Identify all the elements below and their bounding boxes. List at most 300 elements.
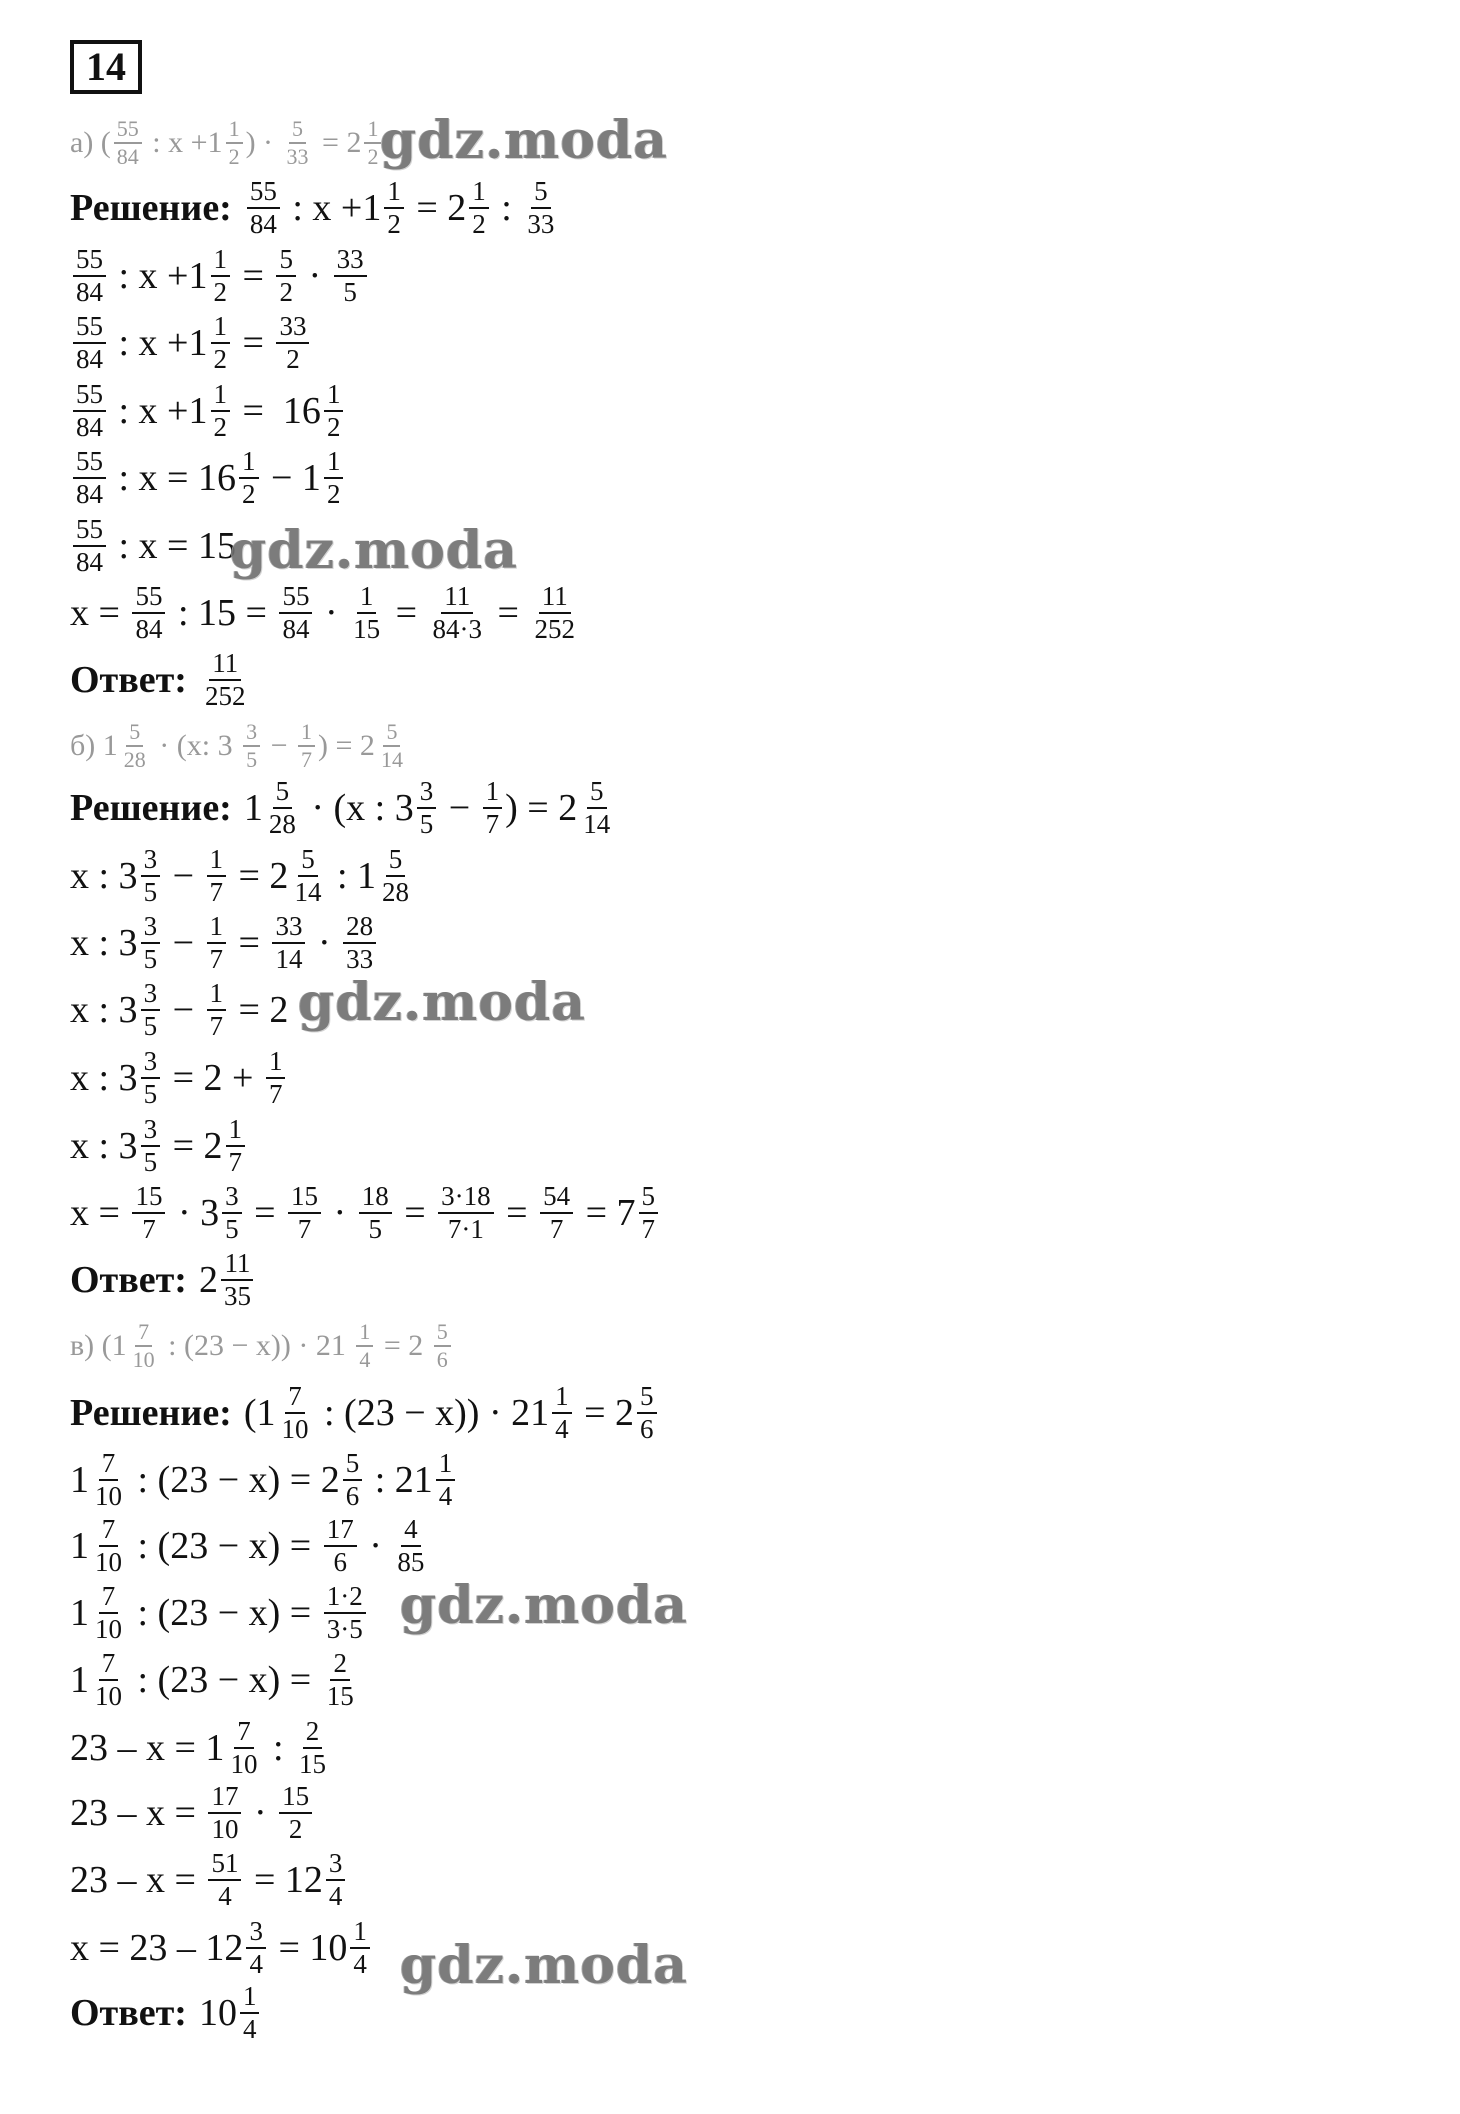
math-text: ) = 2	[505, 787, 578, 829]
fraction	[296, 1718, 329, 1778]
numerator: 5	[531, 178, 551, 209]
math-text: : (23 − x) = 2	[128, 1459, 340, 1501]
watermark: gdz.moda	[380, 110, 669, 171]
denominator: 4	[249, 1949, 263, 1979]
solution-line	[70, 911, 379, 974]
label: Ответ:	[70, 1259, 187, 1301]
fraction	[240, 1983, 260, 2043]
numerator: 3	[141, 1048, 161, 1079]
solution-line	[70, 379, 346, 442]
math-text: : x +1	[109, 390, 208, 432]
solution-line	[70, 1448, 458, 1511]
denominator: 6	[345, 1481, 360, 1511]
task-statement	[70, 115, 384, 171]
math-text: 1	[243, 787, 263, 829]
fraction	[483, 778, 503, 838]
denominator: 2	[326, 412, 341, 442]
denominator: 5	[225, 1214, 239, 1244]
label: Ответ:	[70, 659, 187, 701]
numerator: 1	[364, 118, 381, 144]
math-text: : x +1	[109, 255, 208, 297]
denominator: 14	[583, 809, 611, 839]
numerator: 5	[126, 721, 143, 747]
denominator: 15	[299, 1749, 326, 1779]
numerator: 3	[141, 980, 161, 1011]
fraction	[284, 118, 312, 168]
denominator: 5	[143, 1011, 158, 1041]
numerator: 5	[289, 118, 306, 144]
math-text: ) ·	[245, 126, 281, 159]
fraction	[207, 846, 227, 906]
denominator: 252	[534, 614, 575, 644]
math-text: = 16	[233, 390, 321, 432]
numerator: 7	[285, 1383, 305, 1414]
denominator: 7	[142, 1214, 156, 1244]
numerator: 11	[441, 583, 473, 614]
math-text: = 2	[229, 989, 289, 1031]
math-text: x : 3	[70, 1057, 138, 1099]
watermark: gdz.moda	[400, 1575, 689, 1636]
math-text: : (23 − x)) · 21	[160, 1329, 354, 1362]
denominator: 14	[294, 877, 322, 907]
denominator: 4	[242, 2014, 257, 2044]
denominator: 14	[380, 747, 403, 772]
denominator: 33	[286, 144, 309, 169]
label: Ответ:	[70, 1992, 187, 2034]
numerator: 4	[401, 1516, 421, 1547]
label: Решение:	[70, 787, 232, 829]
denominator: 6	[436, 1347, 448, 1372]
numerator: 1	[483, 778, 503, 809]
math-text: = 2	[406, 187, 467, 229]
math-text: = 2	[574, 1392, 635, 1434]
fraction	[276, 313, 309, 373]
fraction	[436, 1450, 456, 1510]
math-text: : x = 16	[109, 457, 236, 499]
denominator: 84·3	[432, 614, 483, 644]
fraction	[580, 778, 613, 838]
numerator: 1	[469, 178, 489, 209]
numerator: 1	[357, 583, 377, 614]
fraction	[132, 583, 165, 643]
math-text: x =	[70, 1192, 130, 1234]
math-text: 1	[70, 1525, 89, 1567]
fraction	[207, 913, 227, 973]
math-text: 1	[70, 1659, 89, 1701]
denominator: 10	[95, 1547, 122, 1577]
denominator: 15	[326, 1681, 354, 1711]
numerator: 5	[276, 246, 296, 277]
numerator: 7	[99, 1650, 119, 1681]
fraction	[334, 246, 367, 306]
math-text: ·	[324, 1192, 356, 1234]
denominator: 33	[527, 209, 555, 239]
fraction	[326, 1850, 346, 1910]
numerator: 17	[208, 1783, 241, 1814]
numerator: 7	[99, 1450, 119, 1481]
denominator: 84	[76, 277, 103, 307]
math-text: = 12	[244, 1859, 323, 1901]
fraction	[434, 1321, 451, 1371]
math-text: ) = 2	[318, 729, 375, 762]
solution-line	[70, 1648, 360, 1711]
math-text: = 10	[268, 1927, 348, 1969]
math-text: =	[233, 255, 274, 297]
math-text: : 21	[365, 1459, 433, 1501]
numerator: 33	[272, 913, 305, 944]
denominator: 5	[368, 1214, 382, 1244]
math-text: −	[163, 922, 204, 964]
denominator: 4	[438, 1481, 453, 1511]
solution-line	[70, 1181, 661, 1244]
fraction	[324, 448, 344, 508]
numerator: 15	[279, 1783, 312, 1814]
denominator: 84	[282, 614, 310, 644]
fraction	[350, 1918, 370, 1978]
numerator: 55	[73, 246, 106, 277]
math-text: = 2	[376, 1329, 431, 1362]
fraction	[141, 980, 161, 1040]
fraction	[379, 846, 412, 906]
math-text: (1	[243, 1392, 276, 1434]
numerator: 7	[99, 1516, 119, 1547]
denominator: 10	[132, 1347, 155, 1372]
numerator: 1	[356, 1321, 373, 1347]
math-text: −	[263, 729, 296, 762]
numerator: 5	[639, 1183, 659, 1214]
numerator: 18	[359, 1183, 392, 1214]
denominator: 7	[549, 1214, 564, 1244]
fraction	[141, 1048, 161, 1108]
fraction	[637, 1383, 657, 1443]
math-text: x : 3	[70, 1125, 138, 1167]
numerator: 11	[539, 583, 571, 614]
math-text: −	[163, 989, 204, 1031]
fraction	[202, 650, 249, 710]
math-text: =	[229, 922, 270, 964]
fraction	[243, 721, 260, 771]
solution-line	[70, 311, 312, 374]
fraction	[208, 1850, 241, 1910]
numerator: 5	[587, 778, 607, 809]
solution-line	[70, 1716, 332, 1779]
fraction	[211, 381, 231, 441]
denominator: 5	[246, 747, 258, 772]
fraction	[92, 1450, 125, 1510]
numerator: 15	[132, 1183, 165, 1214]
math-text: 1	[70, 1459, 89, 1501]
denominator: 2	[367, 144, 379, 169]
denominator: 85	[397, 1547, 425, 1577]
fraction	[211, 246, 231, 306]
math-text: : x +1	[282, 187, 382, 229]
fraction	[438, 1183, 494, 1243]
fraction	[343, 1450, 363, 1510]
fraction	[417, 778, 437, 838]
denominator: 28	[268, 809, 296, 839]
solution-line	[70, 1514, 430, 1577]
math-text: x : 3	[70, 855, 138, 897]
math-text: =	[386, 592, 427, 634]
numerator: 1	[211, 381, 231, 412]
numerator: 1	[226, 118, 243, 144]
denominator: 2	[228, 144, 240, 169]
denominator: 84	[76, 479, 103, 509]
numerator: 5	[637, 1383, 657, 1414]
fraction	[141, 1116, 161, 1176]
solution-line	[70, 176, 560, 239]
fraction	[279, 583, 312, 643]
solution-line	[70, 1114, 248, 1177]
denominator: 10	[230, 1749, 258, 1779]
numerator: 51	[208, 1850, 241, 1881]
math-text: ·	[244, 1792, 277, 1834]
watermark: gdz.moda	[400, 1935, 689, 1996]
fraction	[73, 516, 106, 576]
denominator: 5	[343, 277, 357, 307]
fraction	[266, 778, 299, 838]
fraction	[221, 1250, 254, 1310]
math-text: : (23 − x) =	[128, 1592, 321, 1634]
solution-line	[70, 1848, 348, 1911]
math-text: :	[491, 187, 522, 229]
numerator: 3	[246, 1918, 266, 1949]
denominator: 5	[143, 877, 158, 907]
fraction	[469, 178, 489, 238]
fraction	[141, 913, 161, 973]
denominator: 2	[213, 277, 227, 307]
denominator: 5	[143, 944, 158, 974]
denominator: 35	[223, 1281, 251, 1311]
math-text: =	[244, 1192, 286, 1234]
numerator: 55	[279, 583, 312, 614]
numerator: 1	[240, 1983, 260, 2014]
numerator: 1	[384, 178, 404, 209]
numerator: 17	[324, 1516, 357, 1547]
fraction	[132, 1183, 165, 1243]
numerator: 28	[343, 913, 376, 944]
math-text: :	[263, 1727, 293, 1769]
numerator: 2	[330, 1650, 350, 1681]
denominator: 84	[76, 412, 103, 442]
math-text: : 15 =	[168, 592, 277, 634]
denominator: 6	[640, 1414, 654, 1444]
numerator: 3	[141, 1116, 161, 1147]
fraction	[359, 1183, 392, 1243]
numerator: 1	[298, 721, 315, 747]
math-text: =	[496, 1192, 538, 1234]
math-text: : (23 − x) =	[128, 1659, 321, 1701]
numerator: 1	[350, 1918, 370, 1949]
denominator: 84	[76, 344, 103, 374]
math-text: =	[233, 322, 274, 364]
fraction	[291, 846, 324, 906]
fraction	[324, 1583, 366, 1643]
numerator: 1	[324, 381, 344, 412]
numerator: 5	[343, 1450, 363, 1481]
denominator: 28	[382, 877, 409, 907]
denominator: 7	[268, 1079, 283, 1109]
numerator: 55	[73, 516, 106, 547]
denominator: 2	[326, 479, 341, 509]
watermark: gdz.moda	[230, 520, 519, 581]
fraction	[276, 246, 296, 306]
fraction	[350, 583, 383, 643]
numerator: 11	[221, 1250, 253, 1281]
fraction	[247, 178, 280, 238]
fraction	[356, 1321, 373, 1371]
math-text: : x = 15	[109, 525, 236, 567]
denominator: 10	[211, 1814, 239, 1844]
numerator: 1	[226, 1116, 246, 1147]
math-text: ·	[298, 255, 331, 297]
denominator: 2	[213, 344, 227, 374]
math-text: − 1	[261, 457, 321, 499]
fraction	[114, 118, 142, 168]
fraction	[639, 1183, 659, 1243]
numerator: 5	[386, 846, 406, 877]
math-text: =	[488, 592, 529, 634]
numerator: 5	[383, 721, 400, 747]
numerator: 55	[132, 583, 165, 614]
denominator: 28	[123, 747, 146, 772]
denominator: 2	[286, 344, 300, 374]
math-text: · 3	[168, 1192, 220, 1234]
numerator: 1	[211, 313, 231, 344]
numerator: 1	[552, 1383, 572, 1414]
numerator: 55	[247, 178, 280, 209]
fraction	[324, 1516, 357, 1576]
math-text: : (23 − x)) · 21	[314, 1392, 550, 1434]
fraction	[239, 448, 259, 508]
math-text: : 1	[327, 855, 376, 897]
numerator: 1	[324, 448, 344, 479]
fraction	[298, 721, 315, 771]
denominator: 7	[209, 1011, 223, 1041]
fraction	[92, 1516, 125, 1576]
denominator: 2	[242, 479, 256, 509]
math-text: x : 3	[70, 922, 138, 964]
numerator: 7	[234, 1718, 254, 1749]
fraction	[73, 246, 106, 306]
math-text: 23 – x =	[70, 1792, 206, 1834]
fraction	[141, 846, 161, 906]
denominator: 84	[116, 144, 139, 169]
solution-line	[70, 514, 236, 577]
math-text: в) (1	[70, 1329, 127, 1362]
fraction	[552, 1383, 572, 1443]
numerator: 7	[99, 1583, 119, 1614]
fraction	[227, 1718, 260, 1778]
denominator: 3·5	[326, 1614, 363, 1644]
numerator: 55	[73, 381, 106, 412]
denominator: 7	[485, 809, 500, 839]
denominator: 4	[328, 1881, 343, 1911]
numerator: 7	[135, 1321, 152, 1347]
fraction	[211, 313, 231, 373]
numerator: 55	[114, 118, 142, 144]
denominator: 7	[209, 944, 223, 974]
watermark: gdz.moda	[298, 972, 587, 1033]
fraction	[121, 721, 149, 771]
denominator: 2	[472, 209, 486, 239]
denominator: 10	[281, 1414, 309, 1444]
numerator: 3·18	[438, 1183, 494, 1214]
numerator: 3	[141, 913, 161, 944]
fraction	[246, 1918, 266, 1978]
fraction	[430, 583, 486, 643]
numerator: 1	[207, 846, 227, 877]
denominator: 7	[228, 1147, 242, 1177]
solution-line	[70, 446, 346, 509]
denominator: 2	[279, 277, 293, 307]
denominator: 7·1	[447, 1214, 484, 1244]
denominator: 7	[209, 877, 223, 907]
fraction	[531, 583, 578, 643]
math-text: : x +1	[144, 126, 223, 159]
solution-line	[70, 1046, 288, 1109]
math-text: x = 23 – 12	[70, 1927, 244, 1969]
numerator: 33	[276, 313, 309, 344]
math-text: · (x : 3	[301, 787, 414, 829]
math-text: · (x: 3	[151, 729, 241, 762]
fraction	[343, 913, 376, 973]
math-text: 1	[70, 1592, 89, 1634]
math-text: ·	[308, 922, 341, 964]
denominator: 4	[359, 1347, 371, 1372]
math-text: x : 3	[70, 989, 138, 1031]
math-text: 23 – x =	[70, 1859, 206, 1901]
solution-line	[70, 1248, 257, 1311]
numerator: 3	[326, 1850, 346, 1881]
numerator: 1	[239, 448, 259, 479]
numerator: 5	[298, 846, 318, 877]
math-text: ·	[359, 1525, 392, 1567]
numerator: 55	[73, 448, 106, 479]
denominator: 84	[76, 547, 103, 577]
solution-line	[70, 1381, 660, 1444]
math-text: −	[439, 787, 480, 829]
denominator: 2	[288, 1814, 303, 1844]
fraction	[384, 178, 404, 238]
denominator: 4	[555, 1414, 569, 1444]
fraction	[272, 913, 305, 973]
denominator: 4	[218, 1881, 232, 1911]
math-text: −	[163, 855, 204, 897]
fraction	[73, 313, 106, 373]
denominator: 7	[297, 1214, 312, 1244]
solution-line	[70, 776, 616, 839]
fraction	[92, 1583, 125, 1643]
denominator: 10	[95, 1614, 122, 1644]
fraction	[73, 448, 106, 508]
solution-line	[70, 648, 251, 711]
math-text: : (23 − x) =	[128, 1525, 321, 1567]
numerator: 1	[436, 1450, 456, 1481]
fraction	[226, 118, 243, 168]
denominator: 2	[213, 412, 227, 442]
denominator: 10	[95, 1681, 122, 1711]
denominator: 84	[249, 209, 277, 239]
denominator: 6	[333, 1547, 347, 1577]
math-text: = 2	[229, 855, 289, 897]
fraction	[207, 980, 227, 1040]
fraction	[226, 1116, 246, 1176]
label: Решение:	[70, 1392, 232, 1434]
solution-line	[70, 244, 370, 307]
numerator: 3	[417, 778, 437, 809]
math-text: ·	[315, 592, 348, 634]
